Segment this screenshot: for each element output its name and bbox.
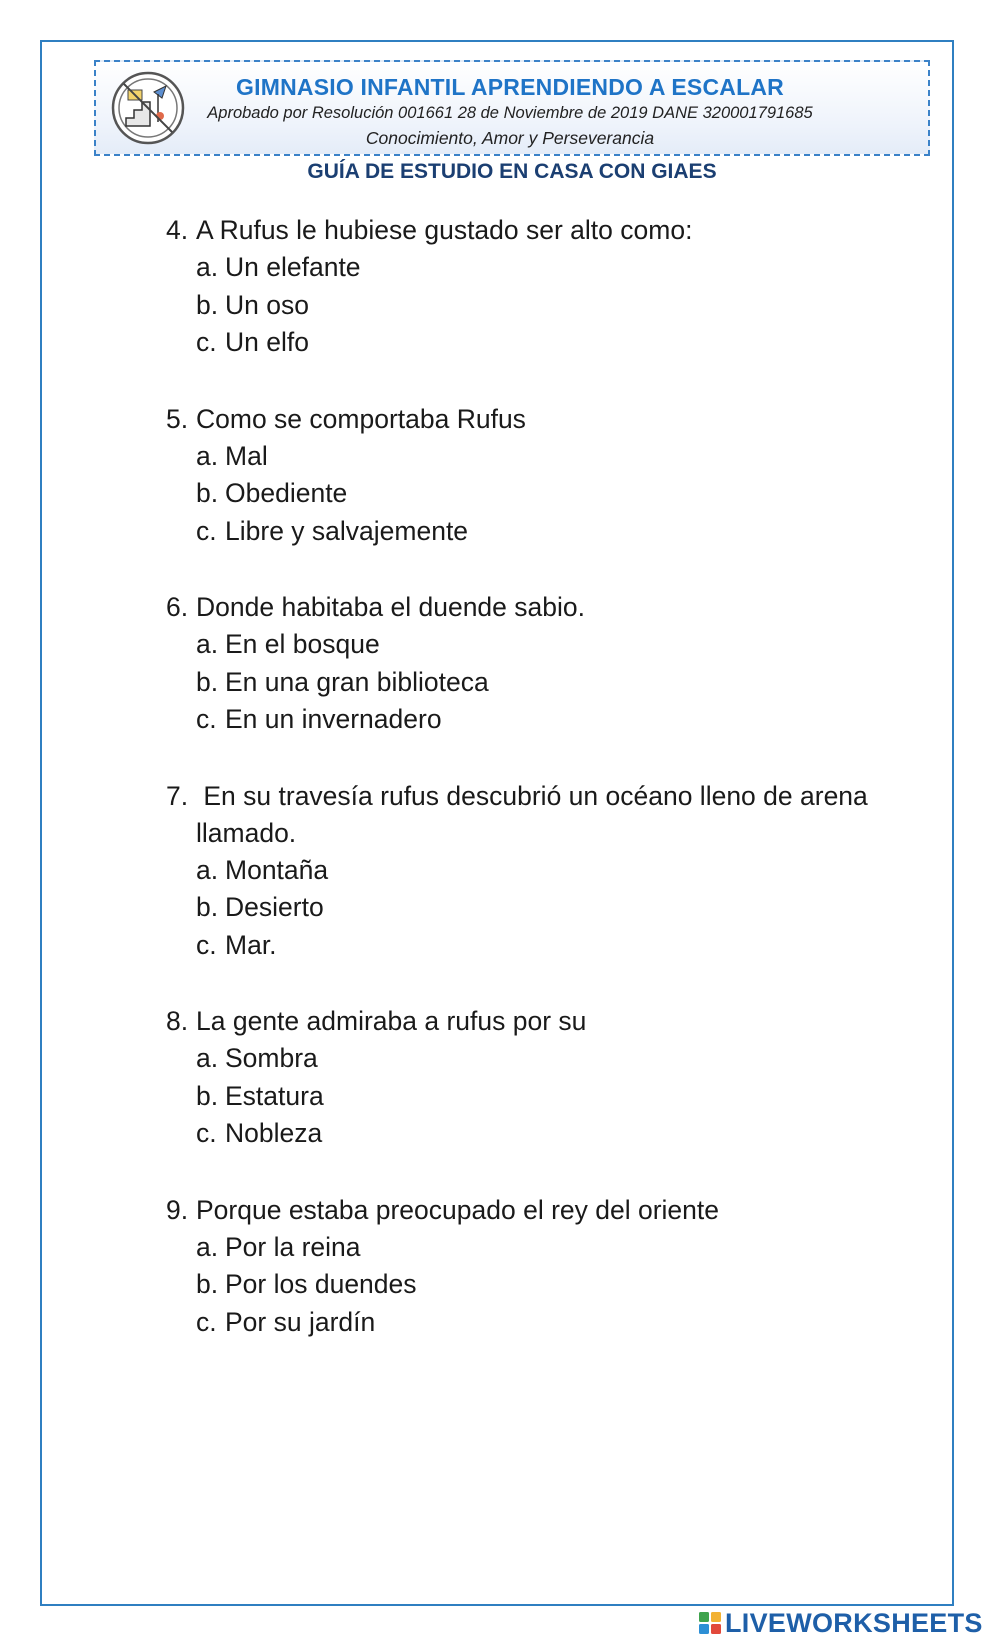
- question-7: [166, 778, 946, 965]
- question-text: Porque estaba preocupado el rey del oriente: [196, 1194, 719, 1225]
- question-text: En su travesía rufus descubrió un océano lleno de arena llamado.: [196, 780, 876, 848]
- option-letter: c.: [196, 1306, 217, 1337]
- option-b[interactable]: [196, 889, 946, 927]
- option-b[interactable]: [196, 475, 946, 513]
- question-list: [166, 212, 946, 1380]
- option-text: Desierto: [225, 892, 324, 922]
- question-5: [166, 401, 946, 551]
- option-a[interactable]: [196, 626, 946, 664]
- option-text: Obediente: [225, 478, 348, 508]
- question-6: [166, 589, 946, 739]
- guide-title: GUÍA DE ESTUDIO EN CASA CON GIAES: [307, 160, 717, 183]
- option-a[interactable]: [196, 1229, 946, 1267]
- option-letter: c.: [196, 929, 217, 960]
- option-letter: c.: [196, 515, 217, 546]
- school-crest-icon: [110, 70, 186, 146]
- question-number: 6.: [166, 592, 189, 622]
- option-b[interactable]: [196, 1078, 946, 1116]
- option-letter: b.: [196, 892, 219, 922]
- brand-name: LIVEWORKSHEETS: [725, 1607, 983, 1638]
- option-letter: a.: [196, 854, 219, 885]
- option-b[interactable]: [196, 1266, 946, 1304]
- question-text: Donde habitaba el duende sabio.: [196, 592, 585, 622]
- option-letter: b.: [196, 1080, 219, 1111]
- option-letter: c.: [196, 327, 217, 357]
- option-text: Sombra: [225, 1043, 318, 1073]
- question-4: [166, 212, 946, 362]
- question-8: [166, 1003, 946, 1153]
- question-number: 4.: [166, 215, 189, 245]
- question-number: 8.: [166, 1006, 189, 1036]
- question-9: [166, 1192, 946, 1342]
- option-b[interactable]: [196, 287, 946, 325]
- school-motto: Conocimiento, Amor y Perseverancia: [365, 128, 655, 148]
- option-text: En un invernadero: [225, 704, 442, 734]
- option-text: Libre y salvajemente: [225, 515, 469, 546]
- option-text: Estatura: [225, 1080, 324, 1111]
- option-c[interactable]: [196, 1304, 946, 1342]
- option-text: Mar.: [225, 929, 277, 960]
- option-letter: a.: [196, 252, 219, 282]
- option-text: Montaña: [225, 854, 329, 885]
- option-c[interactable]: [196, 513, 946, 551]
- question-number: 5.: [166, 403, 189, 434]
- option-text: Mal: [225, 440, 268, 471]
- approval-resolution: Aprobado por Resolución 001661 28 de Noviembre de 2019 DANE 320001791685: [207, 104, 813, 122]
- option-letter: c.: [196, 1118, 217, 1148]
- option-c[interactable]: [196, 701, 946, 739]
- school-name: GIMNASIO INFANTIL APRENDIENDO A ESCALAR: [236, 74, 784, 100]
- option-letter: a.: [196, 440, 219, 471]
- option-a[interactable]: [196, 249, 946, 287]
- option-c[interactable]: [196, 927, 946, 965]
- option-letter: b.: [196, 289, 219, 320]
- option-text: Un elfo: [225, 327, 309, 357]
- option-letter: b.: [196, 666, 219, 697]
- option-a[interactable]: [196, 852, 946, 890]
- option-text: En el bosque: [225, 629, 380, 659]
- option-c[interactable]: [196, 1115, 946, 1153]
- option-text: Un elefante: [225, 252, 361, 282]
- liveworksheets-logo-icon: [698, 1611, 722, 1635]
- option-letter: b.: [196, 1269, 219, 1299]
- option-text: Un oso: [225, 289, 309, 320]
- option-letter: a.: [196, 629, 219, 659]
- option-text: Por los duendes: [225, 1269, 417, 1299]
- question-text: Como se comportaba Rufus: [196, 403, 526, 434]
- option-a[interactable]: [196, 1040, 946, 1078]
- option-letter: b.: [196, 478, 219, 508]
- question-number: 9.: [166, 1194, 189, 1225]
- option-letter: c.: [196, 704, 217, 734]
- question-text: A Rufus le hubiese gustado ser alto como:: [196, 215, 693, 245]
- liveworksheets-brand[interactable]: [698, 1608, 983, 1638]
- question-text: La gente admiraba a rufus por su: [196, 1006, 587, 1036]
- option-letter: a.: [196, 1231, 219, 1262]
- option-text: Nobleza: [225, 1118, 323, 1148]
- option-c[interactable]: [196, 324, 946, 362]
- option-a[interactable]: [196, 438, 946, 476]
- option-letter: a.: [196, 1043, 219, 1073]
- question-number: 7.: [166, 780, 189, 811]
- option-text: En una gran biblioteca: [225, 666, 489, 697]
- option-text: Por la reina: [225, 1231, 361, 1262]
- option-b[interactable]: [196, 664, 946, 702]
- option-text: Por su jardín: [225, 1306, 376, 1337]
